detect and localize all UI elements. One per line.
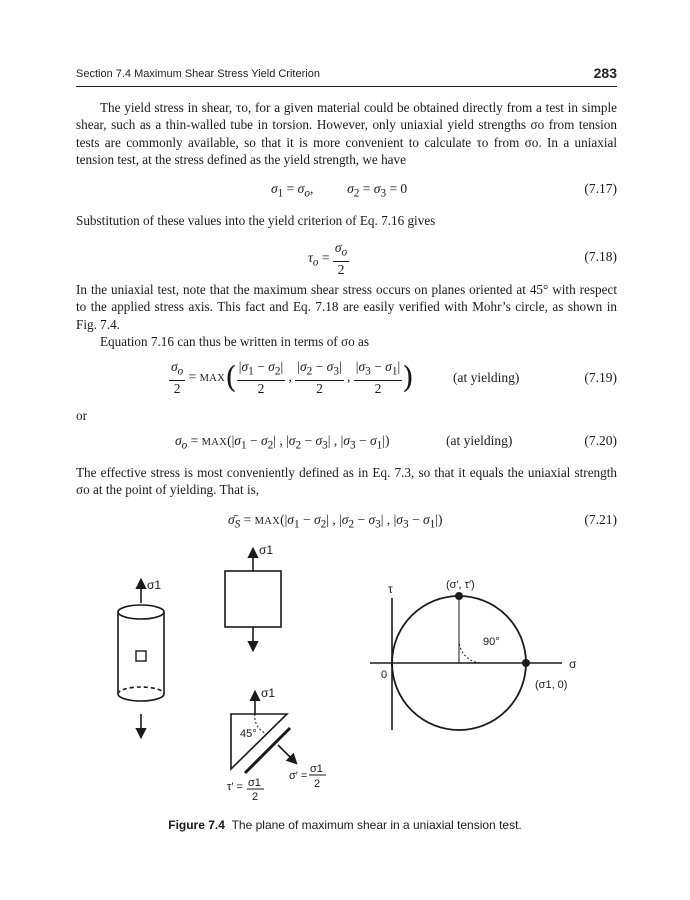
equation-7-20-body: $\sigma_o = MAX(|\sigma_1 - \sigma_2|$ , $|\sigma_2 - \sigma_3|$ , $|\sigma_3 - \sigma_1|$) xyxy=(175,433,390,452)
sigma1-label: σ1 xyxy=(261,686,276,700)
cylinder-specimen xyxy=(118,580,164,737)
yield-note: (at yielding) xyxy=(446,433,513,448)
sigma-axis-label: σ xyxy=(569,657,577,671)
top-point-label: (σ′, τ′) xyxy=(446,579,475,591)
half-sigma1-denominator: 2 xyxy=(252,791,259,803)
equation-7-21-body: $\sigmā_S = MAX(|\sigma_1 - \sigma_2|$ , $|\sigma_2 - \sigma_3|$ , $|\sigma_3 - \sigma_1|$) xyxy=(228,512,443,531)
paragraph-4: Equation 7.16 can thus be written in terms of σo as xyxy=(100,334,369,349)
sigma1-label: σ1 xyxy=(259,543,274,557)
paragraph-2: Substitution of these values into the yield criterion of Eq. 7.16 gives xyxy=(76,213,436,228)
sigma1-point-dot xyxy=(522,659,530,667)
square-element xyxy=(225,549,281,650)
section-title: Section 7.4 Maximum Shear Stress Yield Criterion xyxy=(76,68,320,80)
top-point-dot xyxy=(455,592,463,600)
equation-7-17-body: $\sigma_1 = \sigma_o$, $\sigma_2 = \sigma_3 = 0$ xyxy=(271,181,408,200)
mohrs-circle xyxy=(370,596,562,730)
caption-label: Figure 7.4 xyxy=(168,818,225,832)
equation-number: (7.17) xyxy=(584,181,617,196)
paragraph-or: or xyxy=(76,408,87,423)
angle-90-label: 90° xyxy=(483,636,500,648)
tau-axis-label: τ xyxy=(388,582,393,596)
origin-label: 0 xyxy=(381,669,388,681)
paragraph-3: In the uniaxial test, note that the maximum shear stress occurs on planes oriented at 45° with respect to the applied stress axis. This fact and Eq. 7.18 are easily verified with Mohr’s circle, as shown in Fig. 7.4. xyxy=(76,282,617,332)
sigma1-label: σ1 xyxy=(147,578,162,592)
equation-number: (7.21) xyxy=(584,512,617,527)
equation-7-19-body: $\frac{\sigma_o}{2}$ = MAX( $\frac{|\sigma_1 - \sigma_2|}{2}$ , $\frac{|\sigma_2 - \sigma_3|}{2}$ , $\frac{|\sigma_3 - \sigma_1|}{2}$ ) xyxy=(171,359,414,396)
paragraph-6: The effective stress is most conveniently defined as in Eq. 7.3, so that it equals the uniaxial strength σo at the point of yielding. That is, xyxy=(76,465,617,498)
equation-number: (7.20) xyxy=(584,433,617,448)
angle-45-label: 45° xyxy=(240,728,257,740)
figure-caption xyxy=(0,818,690,832)
equation-number: (7.19) xyxy=(584,370,617,385)
caption-text: The plane of maximum shear in a uniaxial tension test. xyxy=(231,818,522,832)
tau-prime-label: τ′ = xyxy=(227,781,243,793)
yield-note: (at yielding) xyxy=(453,370,520,385)
paragraph-1: The yield stress in shear, τo, for a given material could be obtained directly from a test in simple shear, such as a thin-walled tube in torsion. However, only uniaxial yield strengths σo from tension tests are commonly available, so that it is more convenient to calculate τo from σo. In a uniaxial tension test, at the stress defined as the yield strength, we have xyxy=(76,100,617,167)
equation-number: (7.18) xyxy=(584,249,617,264)
half-sigma1-numerator: σ1 xyxy=(248,777,261,789)
page-number: 283 xyxy=(593,65,617,81)
equation-7-18-body: $\tau_o$ = $\frac{\sigma_o}{2}$ xyxy=(308,240,348,277)
half-sigma1-denominator: 2 xyxy=(314,778,321,790)
sigma1-point-label: (σ1, 0) xyxy=(535,679,568,691)
sigma-prime-label: σ′ = xyxy=(289,770,308,782)
half-sigma1-numerator: σ1 xyxy=(310,763,323,775)
